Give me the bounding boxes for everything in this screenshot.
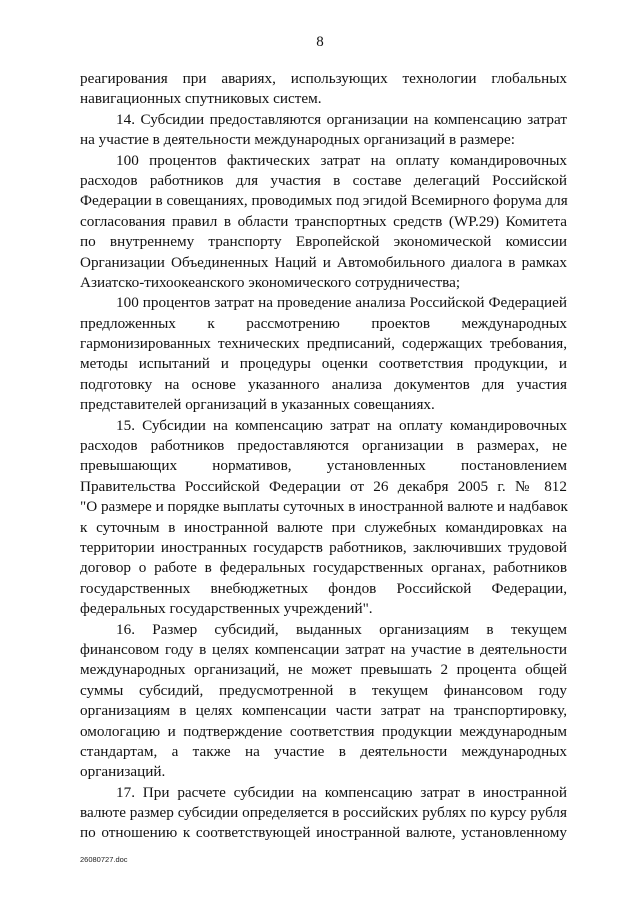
text-line: территории иностранных государств работников, заключивших трудовой — [80, 538, 567, 556]
text-line: гармонизированных технических предписаний, содержащих требования, — [80, 335, 567, 353]
text-line: 16. Размер субсидий, выданных организациям в текущем — [116, 620, 567, 638]
text-line: предложенных к рассмотрению проектов международных — [80, 314, 567, 332]
text-line: договор о работе в федеральных государственных органах, работников — [80, 559, 567, 577]
text-line: валюте размер субсидии определяется в российских рублях по курсу рубля — [80, 804, 567, 822]
text-line: превышающих нормативов, установленных постановлением — [80, 457, 567, 475]
text-line: международных организаций, не может превышать 2 процента общей — [80, 661, 567, 679]
text-line: представителей организаций в указанных совещаниях. — [80, 396, 435, 414]
text-line: финансовом году в целях компенсации затрат на участие в деятельности — [80, 640, 567, 658]
text-line: по отношению к соответствующей иностранной валюте, установленному — [80, 824, 567, 842]
text-line: подготовку на основе указанного анализа документов для участия — [80, 375, 567, 393]
text-line: суммы субсидий, предусмотренной в текущем финансовом году — [80, 681, 567, 699]
text-line: организаций. — [80, 763, 166, 781]
text-line: организациям в целях компенсации части затрат на транспортировку, — [80, 702, 567, 720]
text-line: реагирования при авариях, использующих технологии глобальных — [80, 70, 567, 87]
text-line: расходов работников предоставляются организации в размерах, не — [80, 437, 567, 455]
text-line: Азиатско-тихоокеанского экономического сотрудничества; — [80, 273, 461, 291]
text-line: навигационных спутниковых систем. — [80, 90, 322, 108]
file-code: 26080727.doc — [80, 855, 128, 864]
text-line: к суточным в иностранной валюте при служебных командировках на — [80, 518, 567, 536]
text-line: государственных внебюджетных фондов Российской Федерации, — [80, 579, 567, 597]
text-line: Федерации в совещаниях, проводимых под эгидой Всемирного форума для — [80, 192, 568, 210]
text-line: методы испытаний и процедуры оценки соответствия продукции, и — [80, 355, 567, 373]
text-line: согласования правил в области транспортных средств (WP.29) Комитета — [80, 212, 567, 230]
page-number: 8 — [316, 34, 324, 50]
text-line: 100 процентов фактических затрат на оплату командировочных — [116, 151, 567, 169]
text-line: расходов работников для участия в составе делегаций Российской — [80, 171, 567, 189]
text-line: на участие в деятельности международных организаций в размере: — [80, 131, 515, 149]
body-text — [80, 69, 567, 844]
text-line: Организации Объединенных Наций и Автомобильного диалога в рамках — [80, 253, 567, 271]
text-line: 15. Субсидии на компенсацию затрат на оплату командировочных — [116, 416, 567, 434]
text-line: стандартам, а также на участие в деятельности международных — [80, 742, 567, 760]
text-line: Правительства Российской Федерации от 26 декабря 2005 г. № 812 — [80, 477, 567, 495]
text-line: омологацию и подтверждение соответствия продукции международным — [80, 722, 567, 740]
text-line: 14. Субсидии предоставляются организации на компенсацию затрат — [116, 110, 567, 128]
text-line: 17. При расчете субсидии на компенсацию затрат в иностранной — [116, 783, 567, 801]
text-line: федеральных государственных учреждений". — [80, 600, 373, 618]
text-line: "О размере и порядке выплаты суточных в иностранной валюте и надбавок — [80, 498, 568, 516]
text-line: 100 процентов затрат на проведение анализа Российской Федерацией — [116, 294, 567, 312]
text-line: по внутреннему транспорту Европейской экономической комиссии — [80, 233, 567, 251]
